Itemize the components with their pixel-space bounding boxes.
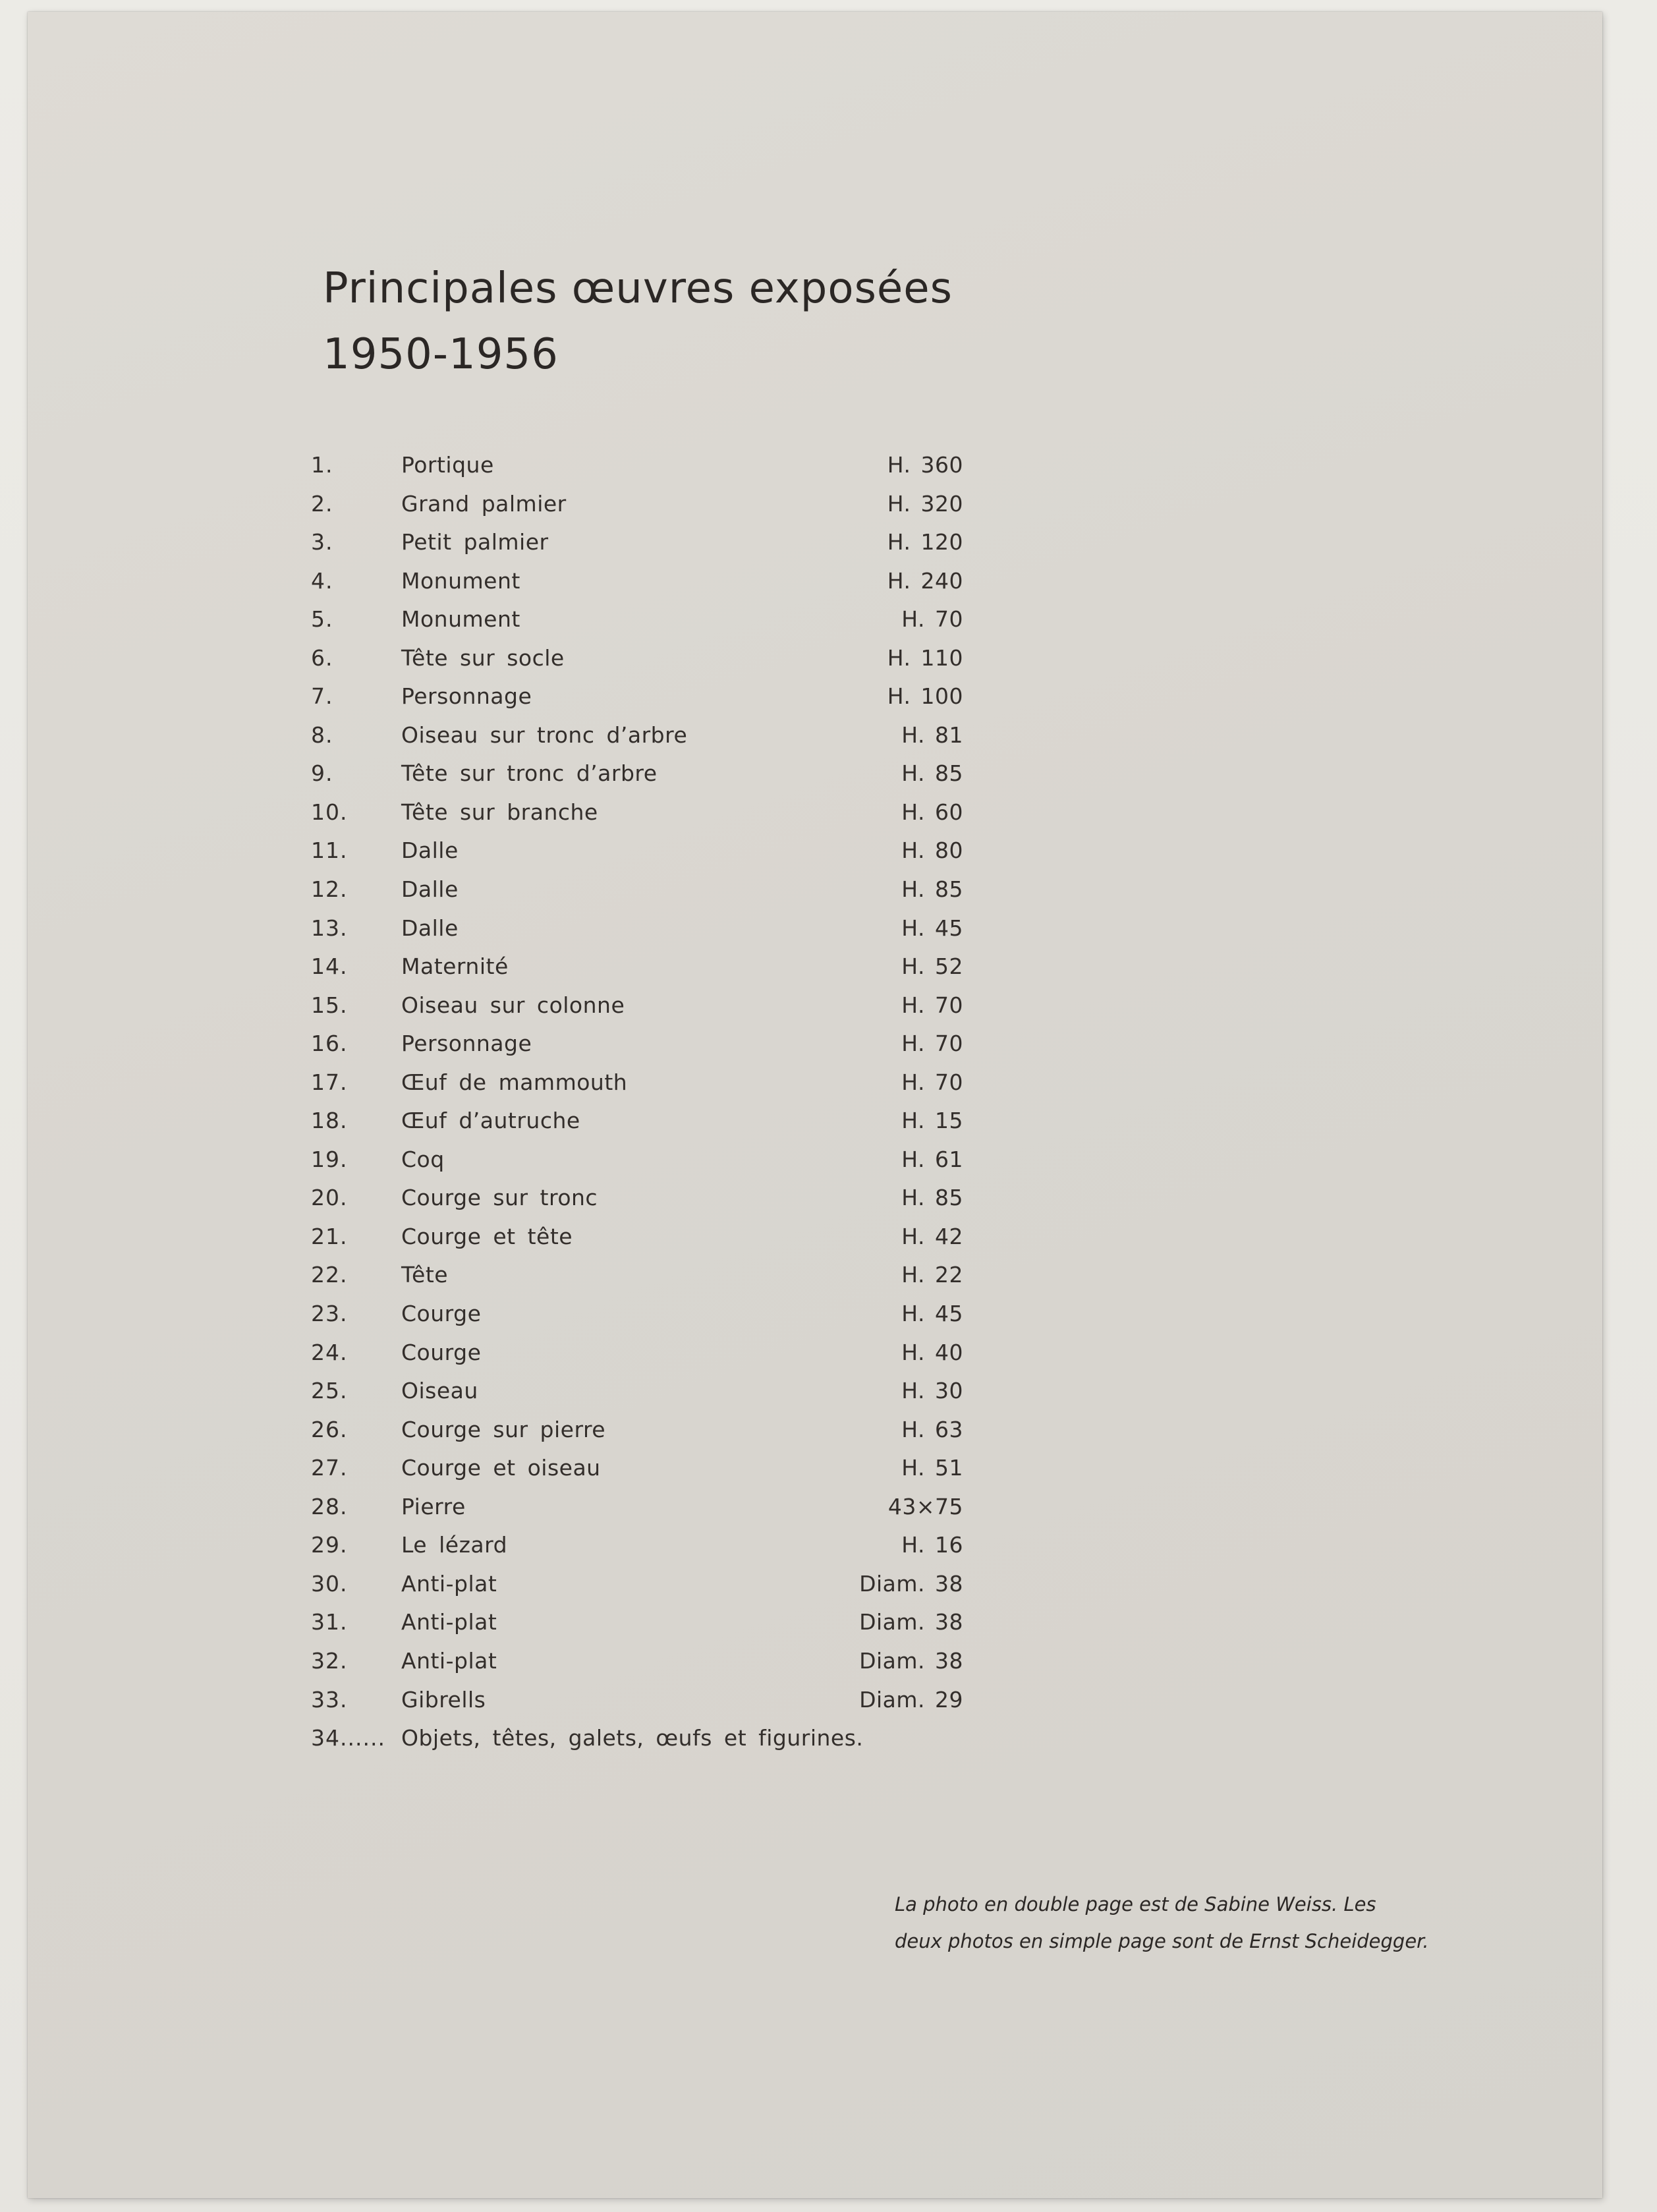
work-list-item (311, 909, 976, 948)
work-number: 2. (311, 490, 333, 517)
work-dimension: H. 100 (887, 683, 963, 710)
document-page (28, 12, 1602, 2198)
work-list-item (311, 1488, 976, 1527)
work-title: Personnage (401, 1031, 532, 1057)
work-list-item (311, 948, 976, 986)
work-list-item (311, 1295, 976, 1334)
work-dimension: H. 22 (901, 1262, 963, 1288)
work-title: Portique (401, 452, 494, 478)
work-title: Courge (401, 1301, 482, 1327)
work-dimension: H. 85 (901, 876, 963, 903)
work-dimension: H. 16 (901, 1532, 963, 1558)
work-list-item (311, 1526, 976, 1565)
work-dimension: H. 240 (887, 567, 963, 594)
work-title: Tête sur tronc d’arbre (401, 760, 658, 787)
work-list-item (311, 754, 976, 793)
work-dimension: H. 320 (887, 490, 963, 517)
work-list-item (311, 677, 976, 716)
work-title: Maternité (401, 953, 509, 980)
work-list-item (311, 986, 976, 1025)
work-dimension: Diam. 38 (859, 1647, 963, 1674)
work-dimension: H. 45 (901, 1301, 963, 1327)
work-number: 16. (311, 1031, 348, 1057)
work-number: 18. (311, 1108, 348, 1134)
title-line-2-years: 1950-1956 (323, 330, 559, 379)
work-list-item (311, 1102, 976, 1141)
work-list-item (311, 1681, 976, 1720)
work-list-item (311, 600, 976, 639)
work-title: Oiseau sur colonne (401, 992, 625, 1018)
work-dimension: H. 61 (901, 1146, 963, 1172)
work-list-item (311, 523, 976, 562)
work-title: Courge et tête (401, 1223, 573, 1249)
work-title: Dalle (401, 837, 459, 864)
work-title: Courge sur pierre (401, 1416, 606, 1442)
work-list-item (311, 1719, 976, 1758)
work-dimension: H. 45 (901, 915, 963, 941)
work-dimension: H. 360 (887, 452, 963, 478)
work-title: Objets, têtes, galets, œufs et figurines. (401, 1725, 864, 1751)
work-number: 14. (311, 953, 348, 980)
work-title: Tête sur socle (401, 644, 565, 671)
work-list-item (311, 1025, 976, 1063)
work-title: Courge (401, 1339, 482, 1365)
work-number: 12. (311, 876, 348, 903)
work-title: Œuf de mammouth (401, 1069, 628, 1095)
work-list-item (311, 1141, 976, 1179)
work-number: 24. (311, 1339, 348, 1365)
work-number: 17. (311, 1069, 348, 1095)
work-list-item (311, 1063, 976, 1102)
work-number: 26. (311, 1416, 348, 1442)
work-number: 32. (311, 1647, 348, 1674)
work-number: 1. (311, 452, 333, 478)
work-number: 8. (311, 722, 333, 748)
work-title: Courge et oiseau (401, 1455, 601, 1481)
work-dimension: H. 30 (901, 1378, 963, 1404)
work-dimension: H. 70 (901, 1069, 963, 1095)
work-dimension: H. 52 (901, 953, 963, 980)
work-title: Petit palmier (401, 529, 549, 555)
work-number: 7. (311, 683, 333, 710)
work-number: 25. (311, 1378, 348, 1404)
work-number: 15. (311, 992, 348, 1018)
work-number: 9. (311, 760, 333, 787)
work-dimension: H. 85 (901, 1185, 963, 1211)
work-title: Gibrells (401, 1686, 486, 1713)
work-number: 23. (311, 1301, 348, 1327)
work-title: Pierre (401, 1493, 466, 1519)
work-number: 22. (311, 1262, 348, 1288)
work-number: 30. (311, 1570, 348, 1597)
work-number: 5. (311, 606, 333, 633)
work-number: 11. (311, 837, 348, 864)
work-dimension: H. 15 (901, 1108, 963, 1134)
work-list-item (311, 485, 976, 524)
work-list-item (311, 793, 976, 832)
work-list-item (311, 1256, 976, 1295)
work-list-item (311, 1179, 976, 1218)
work-list-item (311, 1603, 976, 1642)
work-number: 19. (311, 1146, 348, 1172)
work-number: 34...... (311, 1725, 385, 1751)
work-title: Tête sur branche (401, 799, 598, 825)
photo-credit (895, 1886, 1606, 1960)
work-number: 13. (311, 915, 348, 941)
work-title: Grand palmier (401, 490, 567, 517)
work-number: 27. (311, 1455, 348, 1481)
work-list-item (311, 639, 976, 678)
work-title: Tête (401, 1262, 449, 1288)
photo-credit-line-2: deux photos en simple page sont de Ernst Scheidegger. (895, 1930, 1429, 1952)
work-title: Anti-plat (401, 1570, 497, 1597)
work-dimension: H. 42 (901, 1223, 963, 1249)
photo-credit-line-1: La photo en double page est de Sabine Weiss. Les (895, 1893, 1376, 1915)
work-title: Oiseau (401, 1378, 478, 1404)
work-list-item (311, 832, 976, 870)
work-dimension: H. 60 (901, 799, 963, 825)
work-number: 4. (311, 567, 333, 594)
work-title: Monument (401, 567, 520, 594)
work-title: Dalle (401, 915, 459, 941)
work-list-item (311, 1565, 976, 1604)
work-title: Monument (401, 606, 520, 633)
work-list-item (311, 1218, 976, 1257)
work-dimension: H. 70 (901, 992, 963, 1018)
work-list-item (311, 1411, 976, 1450)
work-dimension: H. 70 (901, 1031, 963, 1057)
work-list-item (311, 446, 976, 485)
work-dimension: H. 81 (901, 722, 963, 748)
work-list-item (311, 716, 976, 755)
work-number: 21. (311, 1223, 348, 1249)
work-number: 10. (311, 799, 348, 825)
work-title: Anti-plat (401, 1609, 497, 1635)
work-dimension: Diam. 38 (859, 1570, 963, 1597)
work-title: Dalle (401, 876, 459, 903)
work-title: Personnage (401, 683, 532, 710)
work-number: 29. (311, 1532, 348, 1558)
work-list-item (311, 562, 976, 601)
work-dimension: H. 120 (887, 529, 963, 555)
work-list-item (311, 1334, 976, 1373)
work-title: Courge sur tronc (401, 1185, 598, 1211)
work-dimension: 43×75 (887, 1493, 963, 1519)
works-list (311, 446, 976, 1758)
work-dimension: H. 80 (901, 837, 963, 864)
work-dimension: H. 70 (901, 606, 963, 633)
work-dimension: H. 110 (887, 644, 963, 671)
page-title (323, 256, 953, 387)
work-list-item (311, 1642, 976, 1681)
work-list-item (311, 870, 976, 909)
work-dimension: H. 40 (901, 1339, 963, 1365)
work-number: 28. (311, 1493, 348, 1519)
work-list-item (311, 1372, 976, 1411)
work-dimension: H. 63 (901, 1416, 963, 1442)
work-dimension: Diam. 29 (859, 1686, 963, 1713)
work-title: Œuf d’autruche (401, 1108, 580, 1134)
work-number: 6. (311, 644, 333, 671)
work-title: Coq (401, 1146, 445, 1172)
work-title: Anti-plat (401, 1647, 497, 1674)
work-dimension: H. 85 (901, 760, 963, 787)
work-list-item (311, 1449, 976, 1488)
work-title: Oiseau sur tronc d’arbre (401, 722, 688, 748)
title-line-1: Principales œuvres exposées (323, 264, 953, 313)
work-number: 3. (311, 529, 333, 555)
work-title: Le lézard (401, 1532, 508, 1558)
work-dimension: Diam. 38 (859, 1609, 963, 1635)
work-number: 31. (311, 1609, 348, 1635)
work-number: 33. (311, 1686, 348, 1713)
work-dimension: H. 51 (901, 1455, 963, 1481)
work-number: 20. (311, 1185, 348, 1211)
